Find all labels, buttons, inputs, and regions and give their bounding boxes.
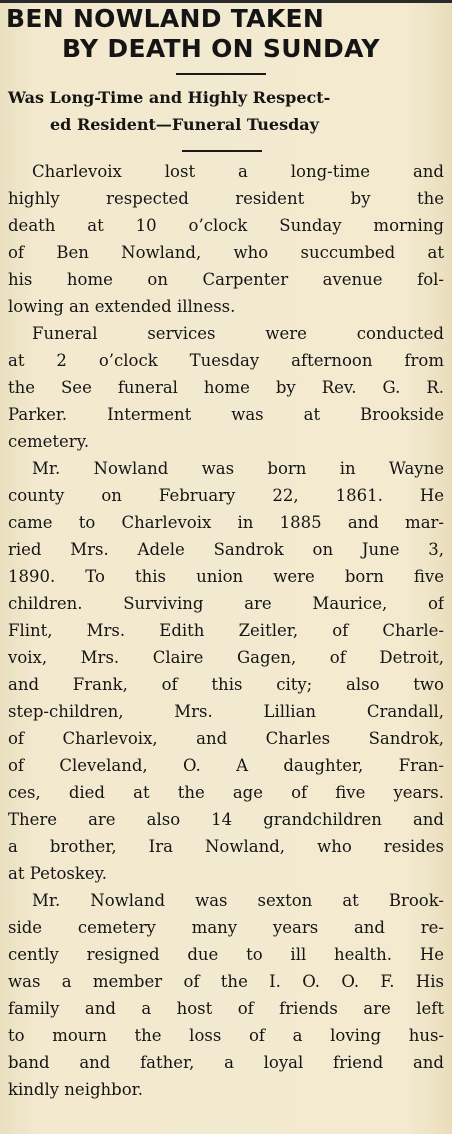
body-line: There are also 14 grandchildren and [8, 810, 444, 829]
body-line: death at 10 o’clock Sunday morning [8, 216, 444, 235]
body-line: cently resigned due to ill health. He [8, 945, 444, 964]
body-line: step-children, Mrs. Lillian Crandall, [8, 702, 444, 721]
headline-divider [176, 73, 266, 75]
body-line: came to Charlevoix in 1885 and mar- [8, 513, 444, 532]
body-line: county on February 22, 1861. He [8, 486, 444, 505]
body-line: 1890. To this union were born five [8, 567, 444, 586]
body-line: Flint, Mrs. Edith Zeitler, of Charle- [8, 621, 444, 640]
body-line: and Frank, of this city; also two [8, 675, 444, 694]
body-line: highly respected resident by the [8, 189, 444, 208]
body-line: voix, Mrs. Claire Gagen, of Detroit, [8, 648, 444, 667]
body-line: was a member of the I. O. O. F. His [8, 972, 444, 991]
body-line: of Cleveland, O. A daughter, Fran- [8, 756, 444, 775]
body-line: cemetery. [8, 432, 90, 451]
body-line: of Ben Nowland, who succumbed at [8, 243, 444, 262]
body-line: of Charlevoix, and Charles Sandrok, [8, 729, 444, 748]
body-line: family and a host of friends are left [8, 999, 444, 1018]
body-line: lowing an extended illness. [8, 297, 236, 316]
headline-line-1: BEN NOWLAND TAKEN [6, 4, 325, 33]
body-line: Mr. Nowland was sexton at Brook- [32, 891, 444, 910]
body-line: band and father, a loyal friend and [8, 1053, 444, 1072]
body-line: ces, died at the age of five years. [8, 783, 444, 802]
body-line: a brother, Ira Nowland, who resides [8, 837, 444, 856]
body-line: to mourn the loss of a loving hus- [8, 1026, 444, 1045]
article-body [8, 158, 444, 1103]
body-line: Parker. Interment was at Brookside [8, 405, 444, 424]
deck-line-2: ed Resident—Funeral Tuesday [50, 115, 319, 134]
body-line: the See funeral home by Rev. G. R. [8, 378, 444, 397]
headline-line-2: BY DEATH ON SUNDAY [62, 34, 380, 63]
clipping-top-edge [0, 0, 452, 3]
body-line: Mr. Nowland was born in Wayne [32, 459, 444, 478]
deck-line-1: Was Long-Time and Highly Respect- [8, 88, 331, 107]
body-line: kindly neighbor. [8, 1080, 143, 1099]
body-line: side cemetery many years and re- [8, 918, 444, 937]
body-line: at Petoskey. [8, 864, 108, 883]
body-line: children. Surviving are Maurice, of [8, 594, 444, 613]
body-line: Funeral services were conducted [32, 324, 444, 343]
body-line: his home on Carpenter avenue fol- [8, 270, 444, 289]
body-line: Charlevoix lost a long-time and [32, 162, 444, 181]
body-line: at 2 o’clock Tuesday afternoon from [8, 351, 444, 370]
body-line: ried Mrs. Adele Sandrok on June 3, [8, 540, 444, 559]
deck-divider [182, 150, 262, 152]
